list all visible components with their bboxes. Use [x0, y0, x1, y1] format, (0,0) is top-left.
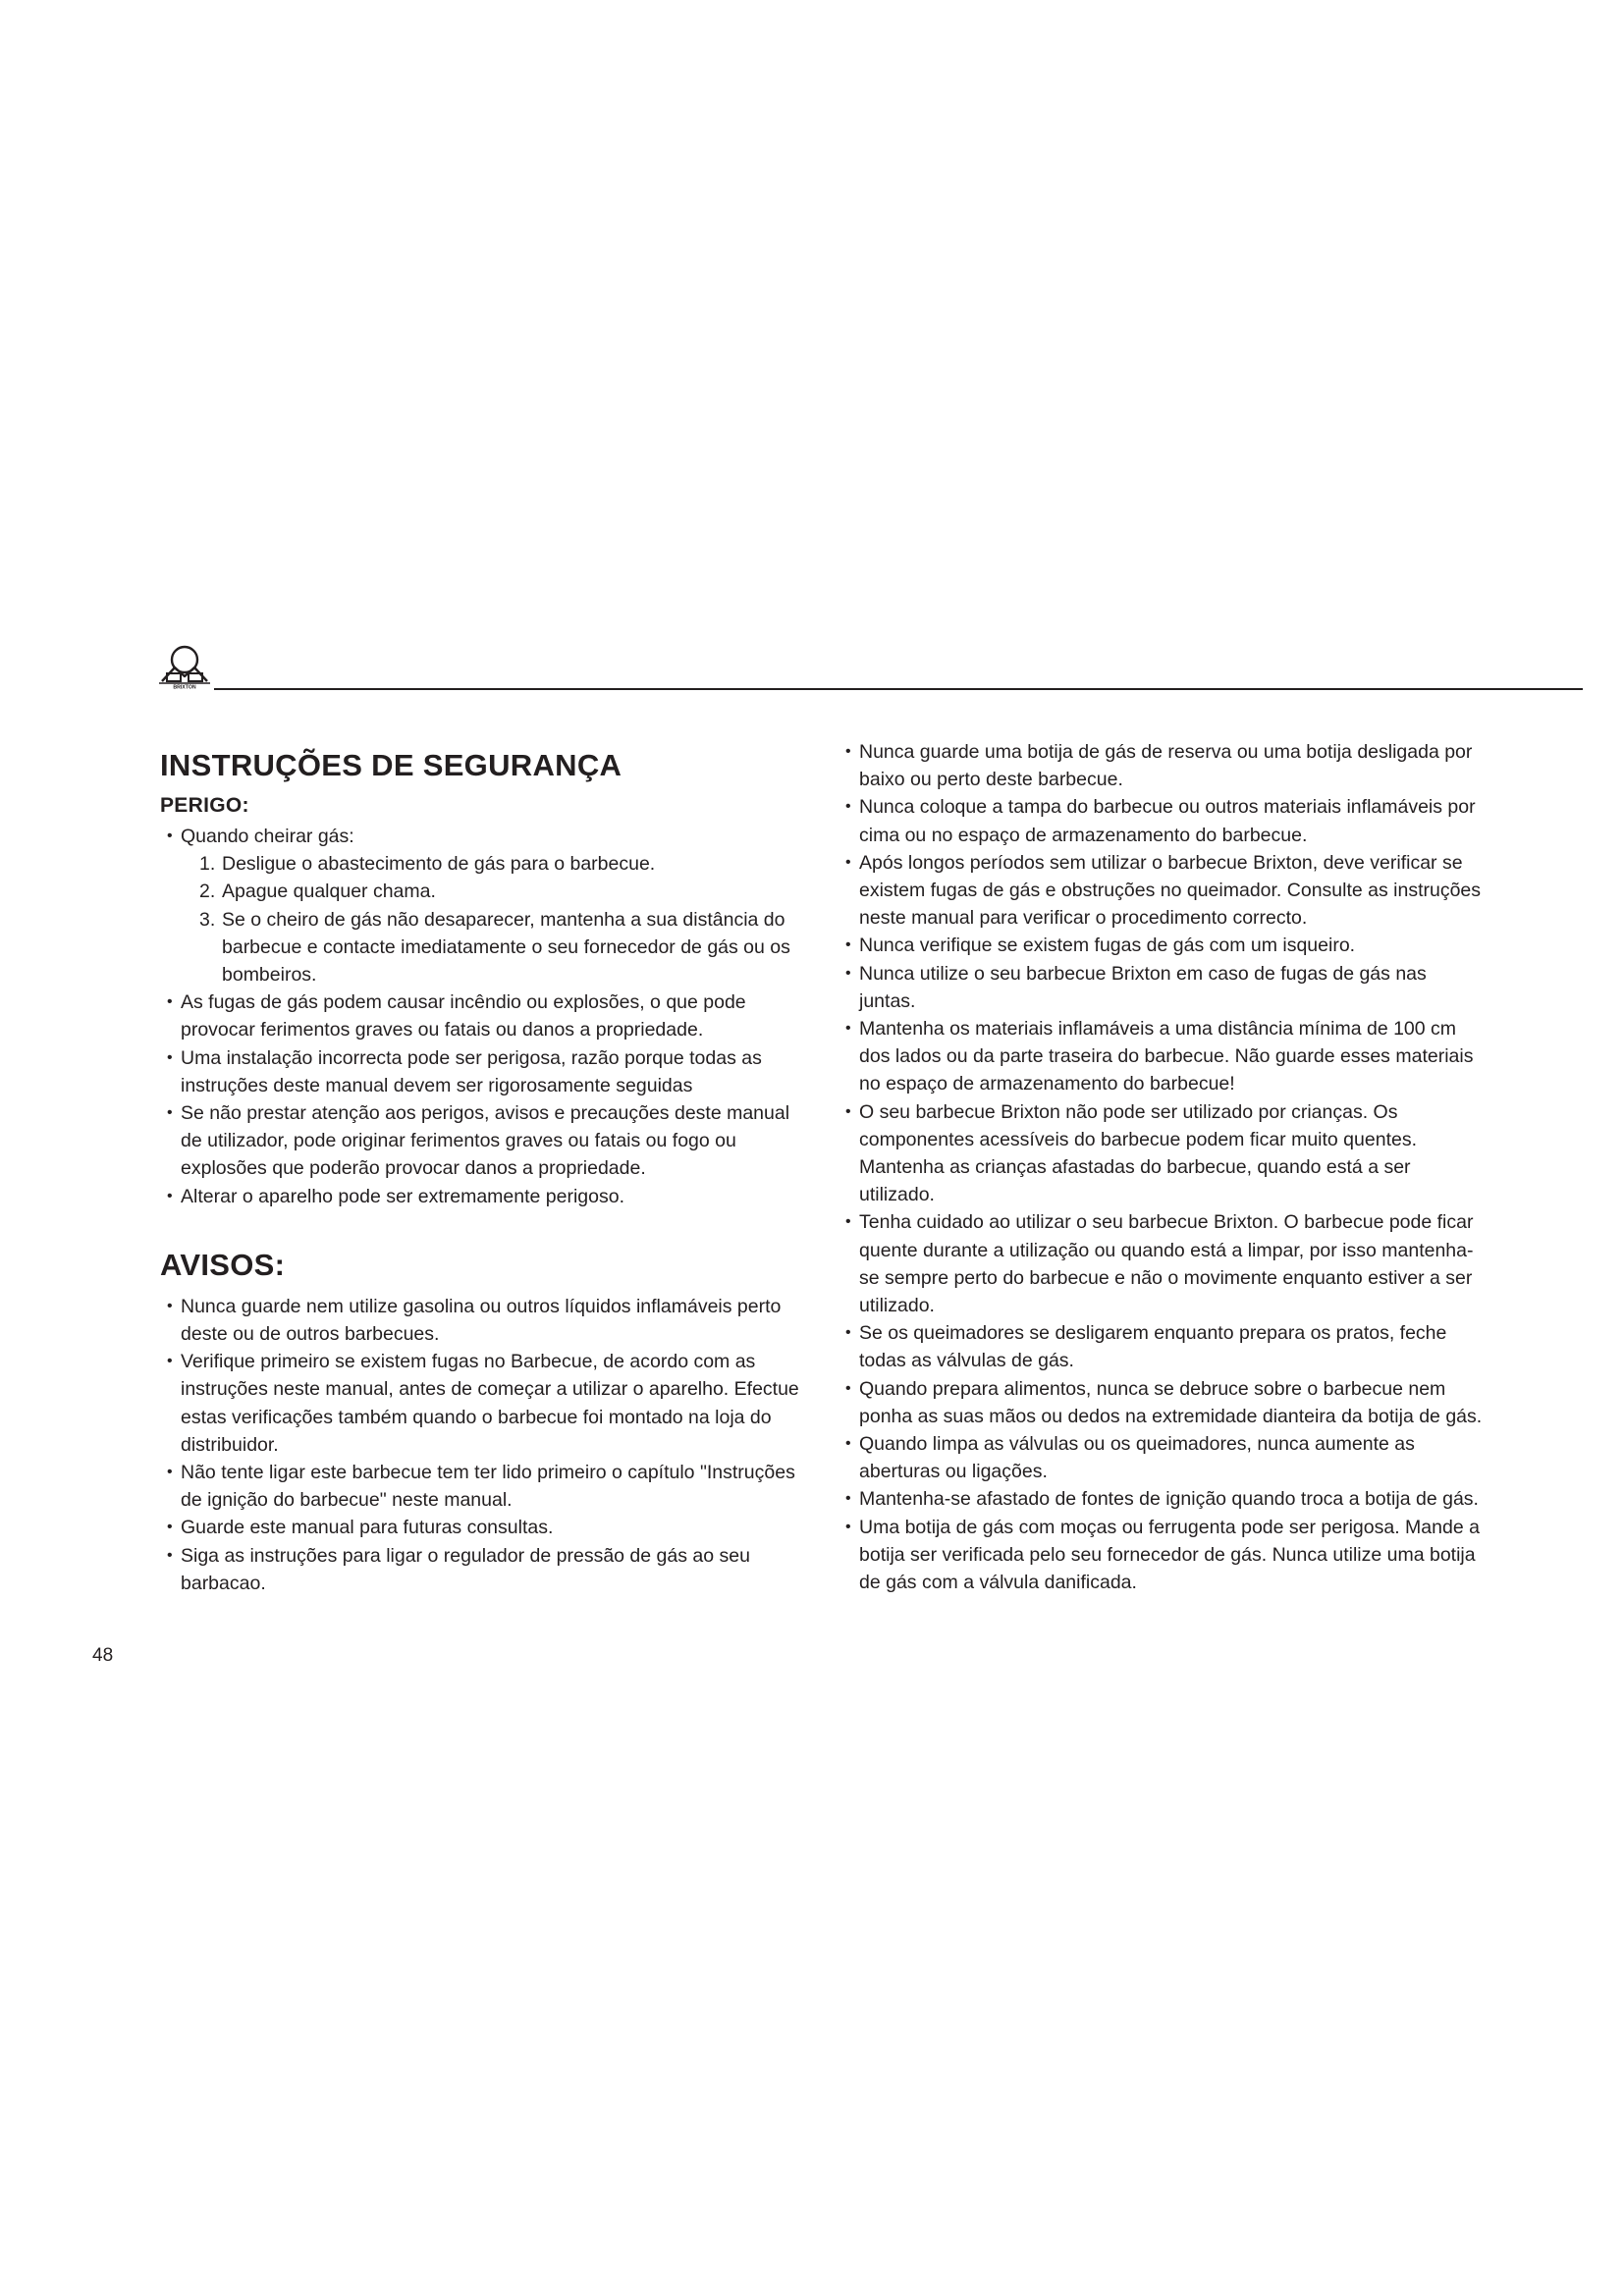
- warnings-title: AVISOS:: [160, 1247, 286, 1282]
- right-column: [839, 738, 1487, 1596]
- gas-smell-intro: Quando cheirar gás:: [181, 826, 354, 847]
- list-item: • Tenha cuidado ao utilizar o seu barbecue Brixton. O barbecue pode ficar quente durante a utilização ou quando está a limpar, por isso mantenha-se sempre perto do barbecue e não o movimente enquanto estiver a ser utilizado.: [839, 1208, 1487, 1319]
- warnings-list-left: [160, 1293, 808, 1597]
- list-item: • Verifique primeiro se existem fugas no Barbecue, de acordo com as instruções neste manual, antes de começar a utilizar o aparelho. Efectue estas verificações também quando o barbecue foi montado na loja do distribuidor.: [160, 1348, 808, 1459]
- list-item: • Siga as instruções para ligar o regulador de pressão de gás ao seu barbacao.: [160, 1542, 808, 1597]
- list-item: • Alterar o aparelho pode ser extremamente perigoso.: [160, 1183, 808, 1210]
- list-item: • Nunca guarde uma botija de gás de reserva ou uma botija desligada por baixo ou perto deste barbecue.: [839, 738, 1487, 793]
- step-text: Desligue o abastecimento de gás para o barbecue.: [222, 853, 656, 876]
- list-item: • Uma instalação incorrecta pode ser perigosa, razão porque todas as instruções deste manual devem ser rigorosamente seguidas: [160, 1044, 808, 1099]
- step-number: 3.: [199, 908, 216, 931]
- step-text: Se o cheiro de gás não desaparecer, mantenha a sua distância do barbecue e contacte imediatamente o seu fornecedor de gás ou os bombeiros.: [222, 908, 790, 987]
- left-column: [160, 738, 808, 1597]
- brixton-logo-text: BRIXTON: [173, 684, 196, 689]
- step-number: 1.: [199, 853, 216, 876]
- list-item: • Guarde este manual para futuras consultas.: [160, 1514, 808, 1541]
- safety-title: INSTRUÇÕES DE SEGURANÇA: [160, 748, 623, 782]
- list-item: • O seu barbecue Brixton não pode ser utilizado por crianças. Os componentes acessíveis do barbecue podem ficar muito quentes. Mantenha as crianças afastadas do barbecue, quando está a ser utilizado.: [839, 1098, 1487, 1209]
- list-item: • Nunca coloque a tampa do barbecue ou outros materiais inflamáveis por cima ou no espaço de armazenamento do barbecue.: [839, 793, 1487, 848]
- danger-list: [160, 823, 808, 1210]
- list-item: • Após longos períodos sem utilizar o barbecue Brixton, deve verificar se existem fugas de gás e obstruções no queimador. Consulte as instruções neste manual para verificar o procedimento correcto.: [839, 849, 1487, 933]
- step-item: [199, 850, 808, 878]
- list-item: • Nunca verifique se existem fugas de gás com um isqueiro.: [839, 932, 1487, 959]
- list-item: • Não tente ligar este barbecue tem ter lido primeiro o capítulo "Instruções de ignição do barbecue" neste manual.: [160, 1459, 808, 1514]
- brixton-logo: [157, 644, 212, 689]
- list-item: [160, 823, 808, 988]
- gas-smell-steps: [181, 850, 808, 988]
- list-item: • As fugas de gás podem causar incêndio ou explosões, o que pode provocar ferimentos graves ou fatais ou danos a propriedade.: [160, 988, 808, 1043]
- list-item: • Mantenha-se afastado de fontes de ignição quando troca a botija de gás.: [839, 1485, 1487, 1513]
- step-item: [199, 878, 808, 905]
- list-item: • Se os queimadores se desligarem enquanto prepara os pratos, feche todas as válvulas de gás.: [839, 1319, 1487, 1374]
- list-item: • Uma botija de gás com moças ou ferrugenta pode ser perigosa. Mande a botija ser verificada pelo seu fornecedor de gás. Nunca utilize uma botija de gás com a válvula danificada.: [839, 1514, 1487, 1597]
- list-item: • Mantenha os materiais inflamáveis a uma distância mínima de 100 cm dos lados ou da parte traseira do barbecue. Não guarde esses materiais no espaço de armazenamento do barbecue!: [839, 1015, 1487, 1098]
- list-item: • Quando limpa as válvulas ou os queimadores, nunca aumente as aberturas ou ligações.: [839, 1430, 1487, 1485]
- list-item: • Nunca guarde nem utilize gasolina ou outros líquidos inflamáveis perto deste ou de outros barbecues.: [160, 1293, 808, 1348]
- header-rule: [214, 688, 1583, 690]
- list-item: • Se não prestar atenção aos perigos, avisos e precauções deste manual de utilizador, pode originar ferimentos graves ou fatais ou fogo ou explosões que poderão provocar danos a propriedade.: [160, 1099, 808, 1183]
- list-item: • Quando prepara alimentos, nunca se debruce sobre o barbecue nem ponha as suas mãos ou dedos na extremidade dianteira da botija de gás.: [839, 1375, 1487, 1430]
- page-number: 48: [92, 1645, 114, 1666]
- warnings-list-right: [839, 738, 1487, 1596]
- list-item: • Nunca utilize o seu barbecue Brixton em caso de fugas de gás nas juntas.: [839, 960, 1487, 1015]
- step-item: [199, 906, 808, 989]
- step-text: Apague qualquer chama.: [222, 881, 436, 903]
- step-number: 2.: [199, 881, 216, 903]
- danger-heading: PERIGO:: [160, 794, 249, 817]
